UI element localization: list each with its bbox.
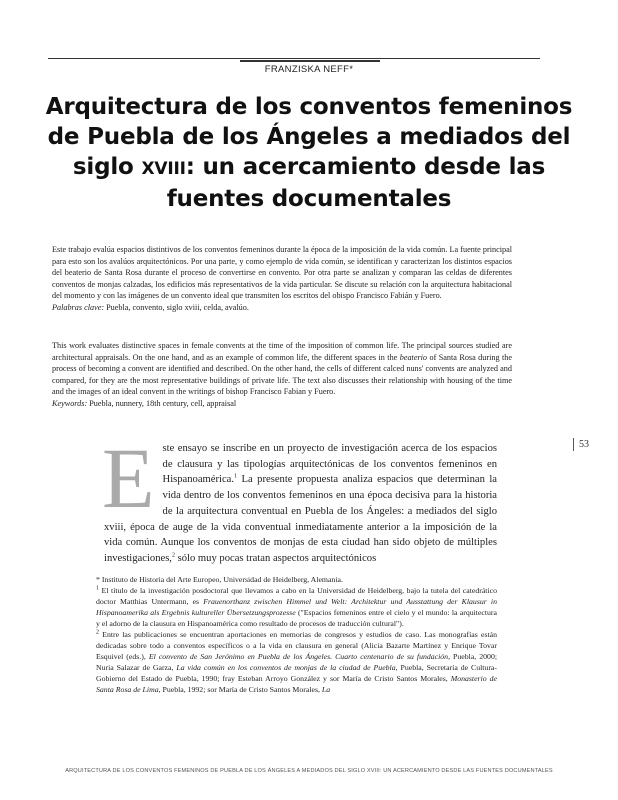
- footnotes: [96, 574, 497, 695]
- body-text-3: sólo muy pocas tratan aspectos arquitectónicos: [174, 552, 377, 564]
- keywords-spanish: [52, 302, 512, 314]
- footnote-2-number: 2: [96, 629, 99, 636]
- footnote-2-italic-3: Monasterio de Santa Rosa de Lima: [96, 674, 497, 694]
- abstract-english-text-b: of Santa Rosa during the process of becoming a convent are identified and described. On the other hand, the cells of different calced nuns' convents are analyzed and compared, for they are the most representative buildings of private life. The text also discusses their relationship with housing of the time and the images of an ideal convent in the writings of bishop Francisco Fabian y Fuero.: [52, 352, 512, 397]
- author-name: FRANZISKA NEFF*: [264, 64, 354, 75]
- keywords-english-values: Puebla, nunnery, 18th century, cell, appraisal: [87, 398, 237, 408]
- title-part1: Arquitectura de los conventos femeninos de Puebla de los Ángeles a mediados del siglo: [45, 94, 573, 180]
- footnote-1-italic: Frauenorthanz zwischen Himmel und Welt: Architektur und Ausstattung der Klausur in Hispanoamerika als Ergebnis kultureller Übersetzungsprozesse: [96, 597, 497, 617]
- keywords-english: [52, 398, 512, 410]
- header-rule-accent: [240, 60, 380, 62]
- drop-cap: E: [102, 430, 155, 526]
- footnote-2-text-c: , Puebla, Secretaría de Cultura-Gobierno del Estado de Puebla, 1990; fray Esteban Arroyo González y sor María de Cristo Santos Morales,: [96, 663, 497, 683]
- footnote-2-text-a: Entre las publicaciones se encuentran aportaciones en memorias de congresos y estudios de caso. Las monografías están dedicadas sobre todo a conventos específicos o a la vida en clausura en general (Alicia Bazarte Martínez y Enrique Tovar Esquivel (eds.),: [96, 630, 497, 661]
- footnote-1: [96, 585, 497, 629]
- footnote-1-number: 1: [96, 585, 99, 592]
- body-paragraph: [102, 430, 497, 567]
- footnote-affiliation: * Instituto de Historia del Arte Europeo, Universidad de Heidelberg, Alemania.: [96, 575, 343, 584]
- footnote-2-italic-1: El convento de San Jerónimo en Puebla de los Ángeles. Cuarto centenario de su fundación: [148, 652, 449, 661]
- abstract-english-italic: beaterio: [399, 352, 428, 362]
- body-text-2: La presente propuesta analiza espacios que determinan la vida dentro de los conventos femeninos en una época decisiva para la historia de la arquitectura conventual en Puebla de los Ángeles: a mediados del siglo xviii, época de auge de la vida conventual inmediatamente anterior a la imposición de la vida común. Aunque los conventos de monjas de esta ciudad han sido objeto de múltiples investigaciones,: [104, 474, 497, 564]
- abstract-english-text-a: This work evaluates distinctive spaces in female convents at the time of the imposition of common life. The principal sources studied are architectural appraisals. On the one hand, and as an example of common life, the different spaces in the: [52, 341, 512, 362]
- page-number: 53: [573, 438, 589, 451]
- footnote-ref-2[interactable]: 2: [171, 552, 175, 559]
- article-title: [40, 92, 578, 214]
- footnote-1-text-b: ("Espacios femeninos entre el cielo y el mundo: la arquitectura y el adorno de la clausura en Hispanoamérica como resultado de procesos de traducción cultural").: [96, 608, 497, 628]
- footnote-2-text-d: , Puebla, 1992; sor María de Cristo Santos Morales,: [158, 685, 322, 694]
- title-century: XVIII: [141, 159, 186, 179]
- footnote-2-italic-4: La: [321, 685, 331, 694]
- title-part2: : un acercamiento desde las fuentes documentales: [166, 154, 546, 212]
- abstract-english: [52, 340, 512, 410]
- body-text-1: ste ensayo se inscribe en un proyecto de investigación acerca de los espacios de clausura y las tipologías arquitectónicas de los conventos femeninos en Hispanoamérica.: [162, 443, 497, 486]
- keywords-spanish-values: Puebla, convento, siglo xviii, celda, avalúo.: [104, 302, 249, 312]
- footnote-2-italic-2: La vida común en los conventos de monjas de la ciudad de Puebla: [176, 663, 396, 672]
- keywords-spanish-label: Palabras clave:: [52, 302, 105, 312]
- footnote-2: [96, 629, 497, 695]
- keywords-english-label: Keywords:: [52, 398, 88, 408]
- footnote-1-text-a: El título de la investigación posdoctoral que llevamos a cabo en la Universidad de Heidelberg, bajo la tutela del catedrático doctor Matthias Untermann, es: [96, 586, 497, 606]
- footnote-ref-1[interactable]: 1: [234, 473, 238, 480]
- footnote-2-text-b: , Puebla, 2000; Nuria Salazar de Garza,: [96, 652, 498, 672]
- running-footer: ARQUITECTURA DE LOS CONVENTOS FEMENINOS DE PUEBLA DE LOS ÁNGELES A MEDIADOS DEL SIGLO XVIII: UN ACERCAMIENTO DESDE LAS FUENTES DOCUMENTALES: [65, 768, 553, 774]
- header-rule: [48, 58, 540, 59]
- abstract-spanish-text: Este trabajo evalúa espacios distintivos de los conventos femeninos durante la época de la imposición de la vida común. La fuente principal para esto son los avalúos arquitectónicos. Por una parte, y como ejemplo de vida común, se identifican y caracterizan los distintos espacios del beaterio de Santa Rosa durante el proceso de convertirse en convento. Por otra parte se analizan y comparan las celdas de diferentes conventos de monjas calzadas, los edificios más representativos de la vida particular. Se discute su relación con la arquitectura habitacional del momento y con las imágenes de un convento ideal que transmiten los escritos del obispo Francisco Fabián y Fuero.: [52, 245, 512, 301]
- abstract-spanish: [52, 244, 512, 314]
